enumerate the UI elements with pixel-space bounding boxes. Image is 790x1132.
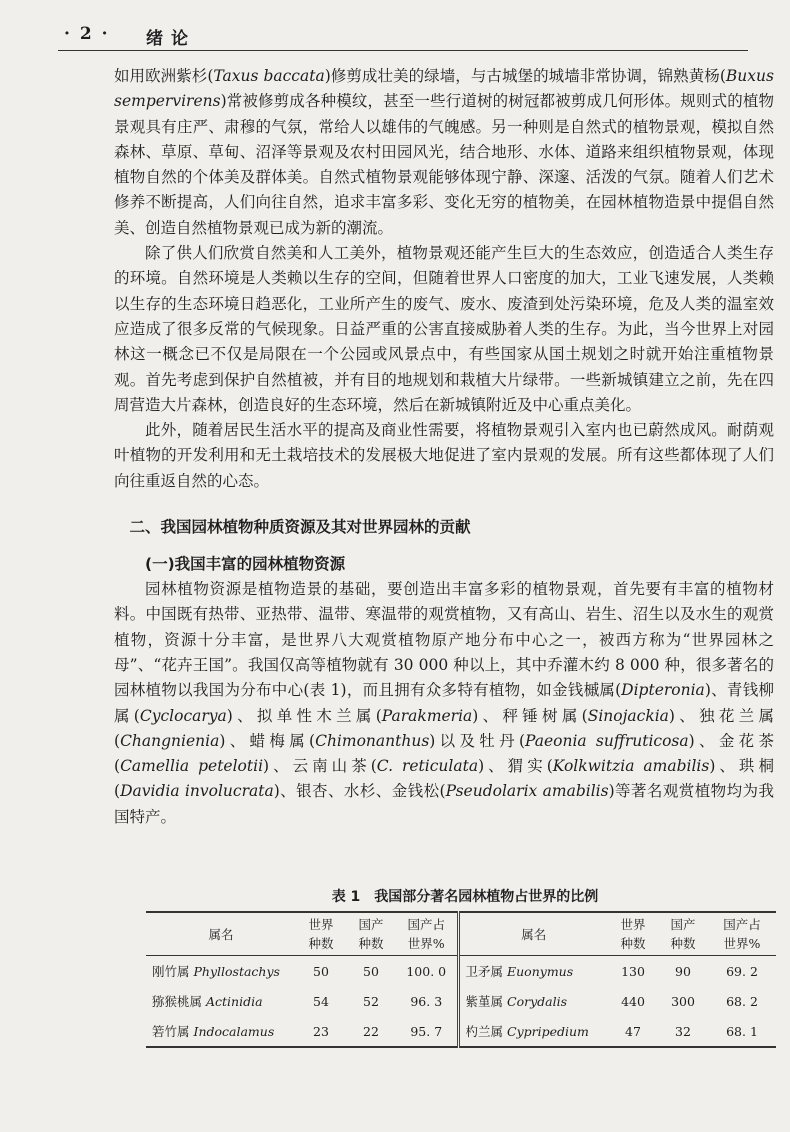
world-count-cell: 440 [621, 993, 645, 1009]
genus-cell: 刚竹属 Phyllostachys [152, 964, 280, 979]
table-header-row [146, 912, 776, 956]
china-count-cell: 32 [675, 1023, 691, 1039]
paragraph-1: 如用欧洲紫杉(Taxus baccata)修剪成壮美的绿墙，与古城堡的城墙非常协调，锦熟黄杨(Buxus sempervirens)常被修剪成各种模纹，甚至一些行道树的树冠都被剪成几何形体。规则式的植物景观具有庄严、肃穆的气氛，常给人以雄伟的气魄感。另一种则是自然式的植物景观，模拟自然森林、草原、草甸、沼泽等景观及农村田园风光，结合地形、水体、道路来组织植物景观，体现植物自然的个体美及群体美。自然式植物景观能够体现宁静、深邃、活泼的气氛。随着人们艺术修养不断提高，人们向往自然，追求丰富多彩、变化无穷的植物美，在园林植物造景中提倡自然美、创造自然植物景观已成为新的潮流。 [114, 67, 774, 237]
column-header-percent: 国产占 世界% [396, 912, 458, 956]
percent-cell: 95. 7 [410, 1023, 443, 1039]
paragraph-2: 除了供人们欣赏自然美和人工美外，植物景观还能产生巨大的生态效应，创造适合人类生存的环境。自然环境是人类赖以生存的空间，但随着世界人口密度的加大，工业飞速发展，人类赖以生存的生态环境日趋恶化，工业所产生的废气、废水、废渣到处污染环境，危及人类的温室效应造成了很多反常的气候现象。日益严重的公害直接威胁着人类的生存。为此，当今世界上对园林这一概念已不仅是局限在一个公园或风景点中，有些国家从国土规划之时就开始注重植物景观。首先考虑到保护自然植被，并有目的地规划和栽植大片绿带。一些新城镇建立之前，先在四周营造大片森林，创造良好的生态环境，然后在新城镇附近及中心重点美化。 [114, 244, 774, 414]
subsection-heading: (一)我国丰富的园林植物资源 [145, 555, 346, 574]
world-count-cell: 50 [313, 963, 329, 979]
percent-cell: 100. 0 [406, 963, 447, 979]
latin-name: Taxus baccata [213, 67, 325, 85]
china-count-cell: 90 [675, 963, 691, 979]
paragraph-4: 园林植物资源是植物造景的基础，要创造出丰富多彩的植物景观，首先要有丰富的植物材料。中国既有热带、亚热带、温带、寒温带的观赏植物，又有高山、岩生、沼生以及水生的观赏植物，资源十分丰富，是世界八大观赏植物原产地分布中心之一，被西方称为“世界园林之母”、“花卉王国”。我国仅高等植物就有 30 000 种以上，其中乔灌木约 8 000 种，很多著名的园林植物以我国为分布中心(表 1)，而且拥有众多特有植物，如金钱槭属(Dipteronia)、青钱柳属(Cyclocarya)、拟单性木兰属(Parakmeria)、秤锤树属(Sinojackia)、独花兰属(Changnienia)、蜡梅属(Chimonanthus)以及牡丹(Paeonia suffruticosa)、金花茶(Camellia petelotii)、云南山茶(C. reticulata)、猬实(Kolkwitzia amabilis)、珙桐(Davidia involucrata)、银杏、水杉、金钱松(Pseudolarix amabilis)等著名观赏植物均为我国特产。 [114, 580, 774, 826]
world-count-cell: 54 [313, 993, 329, 1009]
page-number: · 2 · [64, 24, 110, 44]
genus-cell: 箬竹属 Indocalamus [152, 1024, 275, 1039]
china-count-cell: 300 [671, 993, 695, 1009]
china-count-cell: 52 [363, 993, 379, 1009]
table-row [146, 1016, 776, 1047]
table-row [146, 986, 776, 1016]
percent-cell: 68. 1 [726, 1023, 758, 1039]
column-header-world-count: 世界 种数 [296, 912, 346, 956]
china-count-cell: 50 [363, 963, 379, 979]
header-rule [58, 50, 748, 51]
body-text [114, 64, 774, 830]
latin-name: Buxus sempervirens [114, 67, 774, 111]
percent-cell: 69. 2 [726, 963, 758, 979]
china-count-cell: 22 [363, 1023, 379, 1039]
table-row [146, 956, 776, 987]
column-header-world-count: 世界 种数 [608, 912, 658, 956]
world-count-cell: 23 [313, 1023, 329, 1039]
percent-cell: 96. 3 [410, 993, 443, 1009]
column-header-china-count: 国产 种数 [346, 912, 396, 956]
genus-cell: 猕猴桃属 Actinidia [152, 994, 263, 1009]
section-heading: 二、我国园林植物种质资源及其对世界园林的贡献 [129, 518, 471, 537]
column-header-genus: 属名 [146, 912, 296, 956]
genus-cell: 紫堇属 Corydalis [458, 986, 608, 1016]
world-count-cell: 47 [625, 1023, 641, 1039]
paragraph-3: 此外，随着居民生活水平的提高及商业性需要，将植物景观引入室内也已蔚然成风。耐荫观叶植物的开发利用和无土栽培技术的发展极大地促进了室内景观的发展。所有这些都体现了人们向往重返自然的心态。 [114, 421, 774, 490]
column-header-genus: 属名 [458, 912, 608, 956]
column-header-percent: 国产占 世界% [708, 912, 776, 956]
genus-table [146, 911, 776, 1048]
table-caption: 表 1 我国部分著名园林植物占世界的比例 [331, 889, 599, 905]
running-header [58, 24, 748, 50]
column-header-china-count: 国产 种数 [658, 912, 708, 956]
chapter-title: 绪论 [146, 29, 196, 49]
percent-cell: 68. 2 [726, 993, 758, 1009]
genus-cell: 卫矛属 Euonymus [458, 956, 608, 987]
genus-cell: 杓兰属 Cypripedium [458, 1016, 608, 1047]
world-count-cell: 130 [621, 963, 645, 979]
